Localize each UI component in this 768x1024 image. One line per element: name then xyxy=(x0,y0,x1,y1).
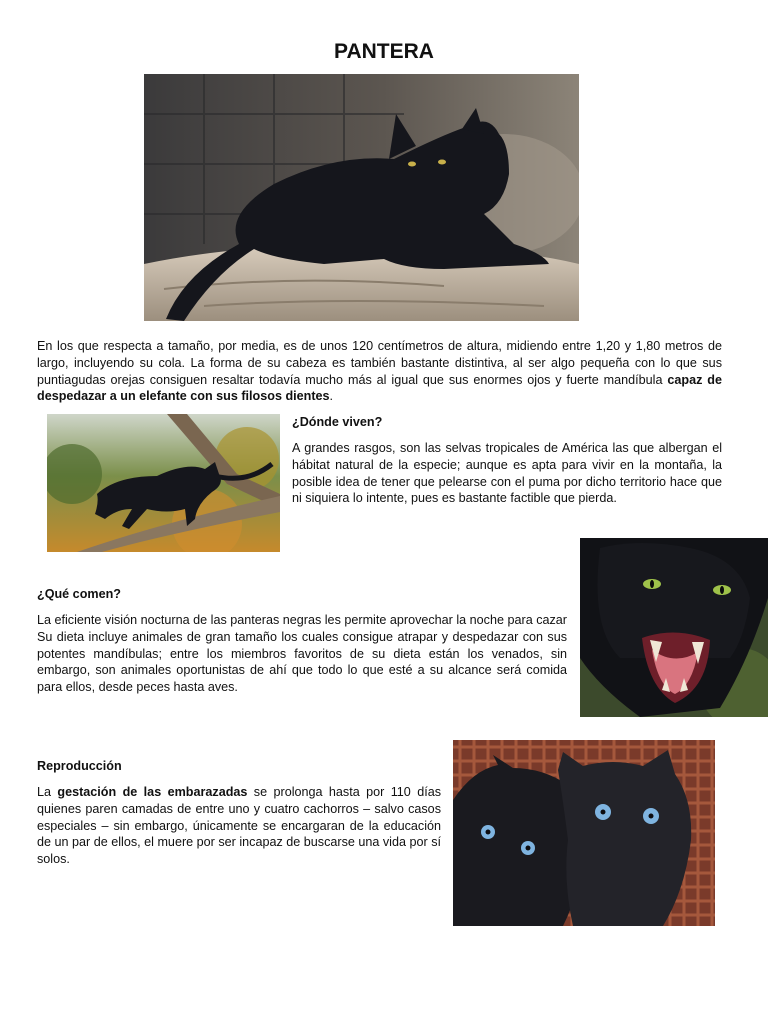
panther-cubs-photo xyxy=(453,740,715,926)
comen-paragraph: La eficiente visión nocturna de las panteras negras les permite aprovechar la noche para cazar Su dieta incluye animales de gran tamaño los cuales consigue atrapar y despedazar con sus potentes mandíbulas; entre los miembros favoritos de su dieta están los venados, sin embargo, son animales oportunistas de ahí que todo lo que esté a su alcance será comida para ellos, desde peces hasta aves. xyxy=(37,613,567,695)
page-title: PANTERA xyxy=(334,40,434,63)
intro-bold-text: capaz de despedazar a un elefante con sus filosos dientes xyxy=(37,372,723,404)
intro-paragraph xyxy=(37,338,722,405)
repro-text: se prolonga hasta por 110 días quienes paren camadas de entre uno y cuatro cachorros – salvo casos especiales – sin embargo, únicamente se encargaran de la educación de un par de ellos, el muere por ser incapaz de buscarse una vida por sí solos. xyxy=(37,785,441,867)
repro-heading: Reproducción xyxy=(37,759,122,773)
panther-in-tree-photo xyxy=(47,414,280,552)
panther-on-log-photo xyxy=(144,74,579,321)
donde-paragraph: A grandes rasgos, son las selvas tropicales de América las que albergan el hábitat natural de la especie; aunque es apta para vivir en la montaña, la posible idea de tener que pelearse con el puma por dicho territorio hace que ni siquiera lo intente, pues es bastante factible que pierda. xyxy=(292,441,722,506)
panther-roaring-photo xyxy=(580,538,768,717)
repro-bold-text: gestación de las embarazadas xyxy=(57,785,248,799)
intro-end: . xyxy=(329,389,334,404)
intro-text: En los que respecta a tamaño, por media, es de unos 120 centímetros de altura, midiendo entre 1,20 y 1,80 metros de largo, incluyendo su cola. La forma de su cabeza es también bastante distintiva, al ser algo pequeña con lo que sus puntiagudas orejas consiguen resaltar todavía mucho más al igual que sus enormes ojos y fuerte mandíbula xyxy=(37,339,722,387)
comen-heading: ¿Qué comen? xyxy=(37,587,121,601)
repro-pre-text: La xyxy=(37,785,58,799)
repro-paragraph xyxy=(37,784,441,868)
donde-heading: ¿Dónde viven? xyxy=(292,415,383,429)
